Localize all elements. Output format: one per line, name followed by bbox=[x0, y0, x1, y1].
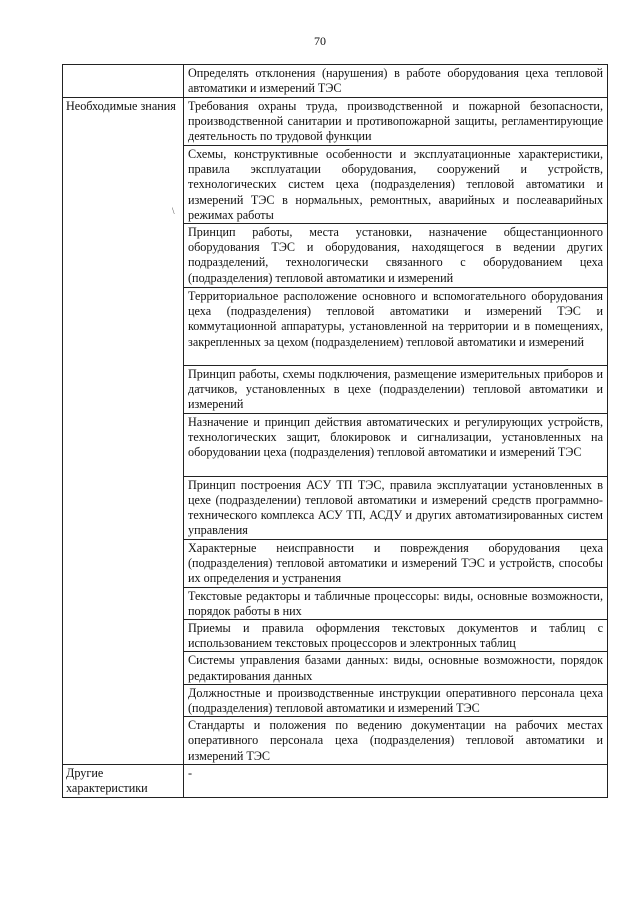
row-label-other-characteristics: Другие характеристики bbox=[63, 765, 184, 797]
row-text: Текстовые редакторы и табличные процессоры: виды, основные возможности, порядок работы в них bbox=[184, 587, 608, 619]
scan-artifact-mark: \ bbox=[172, 206, 175, 216]
row-text: Принцип работы, схемы подключения, размещение измерительных приборов и датчиков, установленных в цехе (подразделении) тепловой автоматики и измерений bbox=[184, 366, 608, 414]
row-text: Приемы и правила оформления текстовых документов и таблиц с использованием текстовых процессоров и электронных таблиц bbox=[184, 620, 608, 652]
row-text: Принцип работы, места установки, назначение общестанционного оборудования ТЭС и оборудования, находящегося в ведении других подразделений, технологически связанного с оборудованием цеха (подразделения) тепловой автоматики и измерений bbox=[184, 224, 608, 288]
row-label bbox=[63, 65, 184, 98]
table-row bbox=[63, 65, 608, 98]
row-text: Схемы, конструктивные особенности и эксплуатационные характеристики, правила эксплуатации оборудования, сооружений и устройств, технологических систем цеха (подразделения) тепловой автоматики и измерений ТЭС в нормальных, ремонтных, аварийных и послеаварийных режимах работы bbox=[184, 146, 608, 224]
row-text: Стандарты и положения по ведению документации на рабочих местах оперативного персонала цеха (подразделения) тепловой автоматики и измерений ТЭС bbox=[184, 717, 608, 765]
row-text: Должностные и производственные инструкции оперативного персонала цеха (подразделения) тепловой автоматики и измерений ТЭС bbox=[184, 684, 608, 716]
row-text: Территориальное расположение основного и вспомогательного оборудования цеха (подразделения) тепловой автоматики и измерений ТЭС и коммутационной аппаратуры, установленной на территории и в помещениях, закрепленных за цехом (подразделением) тепловой автоматики и измерений bbox=[184, 288, 608, 366]
table-row bbox=[63, 98, 608, 146]
row-text: Назначение и принцип действия автоматических и регулирующих устройств, технологических защит, блокировок и сигнализации, установленных на оборудовании цеха (подразделения) тепловой автоматики и измерений ТЭС bbox=[184, 413, 608, 476]
row-text: - bbox=[184, 765, 608, 797]
table-row bbox=[63, 765, 608, 797]
row-text: Принцип построения АСУ ТП ТЭС, правила эксплуатации установленных в цехе (подразделении) тепловой автоматики и измерений средств программно-технического комплекса АСУ ТП, АСДУ и других автоматизированных систем управления bbox=[184, 476, 608, 539]
row-text: Определять отклонения (нарушения) в работе оборудования цеха тепловой автоматики и измерений ТЭС bbox=[184, 65, 608, 98]
competency-table bbox=[62, 64, 608, 798]
row-text: Системы управления базами данных: виды, основные возможности, порядок редактирования данных bbox=[184, 652, 608, 684]
row-label-required-knowledge: Необходимые знания bbox=[63, 98, 184, 765]
row-text: Характерные неисправности и повреждения оборудования цеха (подразделения) тепловой автоматики и измерений ТЭС и устройств, способы их определения и устранения bbox=[184, 539, 608, 587]
row-text: Требования охраны труда, производственной и пожарной безопасности, производственной санитарии и противопожарной защиты, регламентирующие деятельность по трудовой функции bbox=[184, 98, 608, 146]
page-number: 70 bbox=[314, 34, 326, 48]
